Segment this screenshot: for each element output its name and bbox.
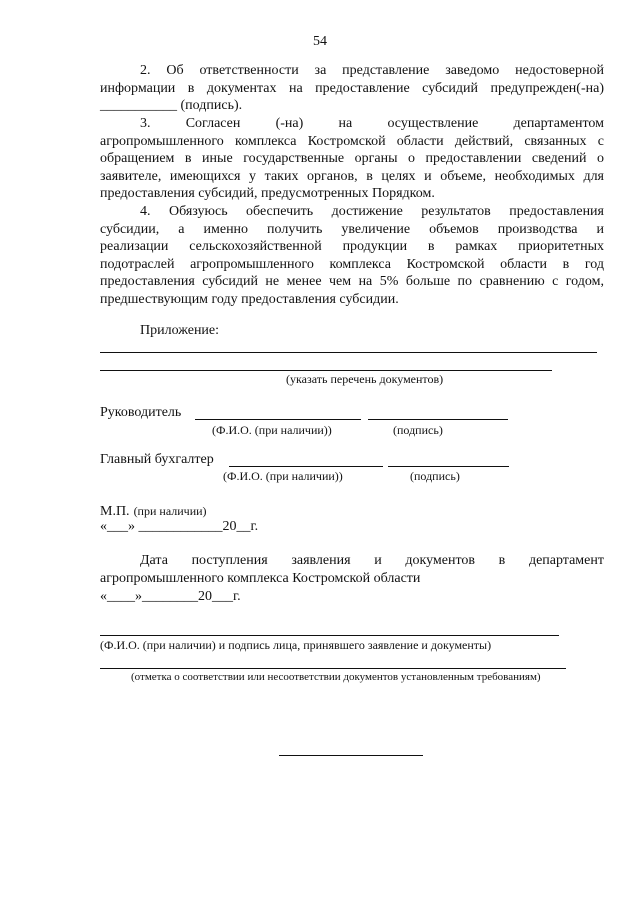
attachment-line-1 — [100, 352, 597, 353]
paragraph-line: ___________ (подпись). — [100, 98, 243, 114]
stamp-date: «___» ____________20__г. — [100, 519, 259, 534]
closing-separator-line — [279, 755, 423, 756]
attachment-line-2 — [100, 370, 552, 371]
receipt-line-1: Дата поступления заявления и документов в департамент — [140, 553, 604, 568]
receipt-date: «____»________20___г. — [100, 589, 241, 604]
stamp-label: М.П. — [100, 504, 130, 519]
stamp-row — [100, 502, 207, 520]
head-fio-caption: (Ф.И.О. (при наличии)) — [212, 423, 332, 437]
attachment-caption: (указать перечень документов) — [286, 372, 444, 386]
paragraph-line: предоставления субсидий, предусмотренных Порядком. — [100, 186, 435, 202]
paragraph-line: подотраслей агропромышленного комплекса Костромской области в год — [100, 256, 604, 272]
stamp-note: (при наличии) — [133, 504, 207, 518]
paragraph-line: 2. Об ответственности за представление заведомо недостоверной — [140, 63, 604, 78]
accountant-sign-caption: (подпись) — [410, 469, 460, 483]
paragraph-line: заявителе, имеющихся у таких органов, в целях и объеме, необходимых для — [100, 168, 604, 184]
paragraph-line: предшествующим году предоставления субсидии. — [100, 291, 399, 307]
paragraph-line: субсидии, а именно получить увеличение объемов производства и — [100, 221, 604, 237]
head-label: Руководитель — [100, 405, 182, 420]
accountant-fio-line — [229, 466, 383, 467]
paragraph-line: 4. Обязуюсь обеспечить достижение результатов предоставления — [140, 204, 604, 219]
accountant-label: Главный бухгалтер — [100, 452, 214, 467]
paragraph-line: обращением в иные государственные органы о предоставлении сведений о — [100, 151, 604, 167]
head-sign-caption: (подпись) — [393, 423, 443, 437]
head-sign-line — [368, 419, 508, 420]
paragraph-line: предоставления субсидий не менее чем на 5% больше по сравнению с годом, — [100, 274, 604, 290]
paragraph-line: агропромышленного комплекса Костромской области действий, связанных с — [100, 133, 604, 149]
paragraph-3 — [100, 115, 604, 203]
accountant-fio-caption: (Ф.И.О. (при наличии)) — [223, 469, 343, 483]
receiver-caption: (Ф.И.О. (при наличии) и подпись лица, принявшего заявление и документы) — [100, 638, 492, 652]
accountant-sign-line — [388, 466, 509, 467]
receiver-line — [100, 635, 559, 636]
page-number: 54 — [313, 34, 327, 49]
paragraph-line: 3. Согласен (-на) на осуществление департаментом — [140, 116, 604, 131]
paragraph-line: информации в документах на предоставление субсидий предупрежден(-на) — [100, 80, 604, 96]
paragraph-2 — [100, 62, 604, 115]
head-fio-line — [195, 419, 361, 420]
compliance-caption: (отметка о соответствии или несоответствии документов установленным требованиям) — [131, 671, 541, 683]
paragraph-4 — [100, 203, 604, 309]
attachment-label: Приложение: — [140, 323, 220, 338]
compliance-line — [100, 668, 566, 669]
paragraph-line: реализации сельскохозяйственной продукции в рамках приоритетных — [100, 239, 604, 255]
receipt-line-2: агропромышленного комплекса Костромской области — [100, 571, 421, 586]
